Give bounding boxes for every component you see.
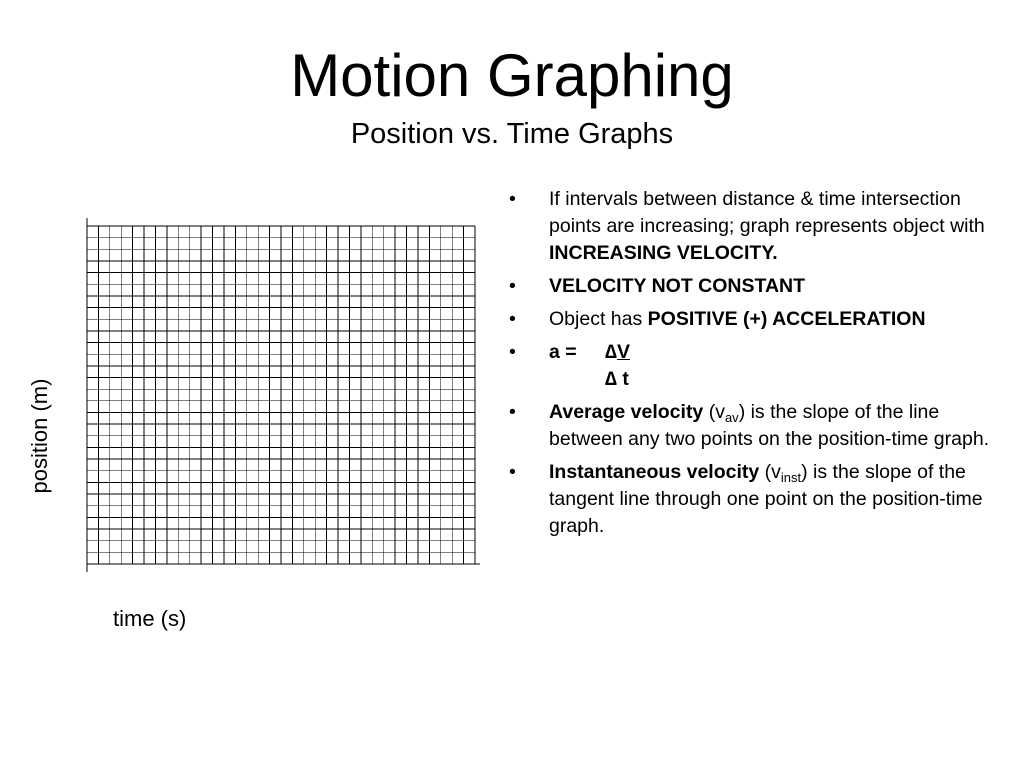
formula-lhs: a =: [549, 341, 577, 363]
bullet-text: (v: [703, 401, 725, 423]
bullet-text: ) is the slope of the tangent line through one point on the position-time graph.: [549, 461, 983, 537]
bullet-emphasis: INCREASING VELOCITY.: [549, 242, 778, 264]
grid-paper: [80, 218, 482, 574]
bullet-marker: •: [509, 275, 516, 297]
x-axis-label: time (s): [113, 606, 187, 631]
bullet-marker: •: [509, 308, 516, 330]
bullet-text: (v: [759, 461, 781, 483]
bullet-emphasis: Average velocity: [549, 401, 704, 423]
formula-denominator-line: [508, 366, 1014, 393]
bullet-marker: •: [509, 461, 516, 483]
graph-grid: [80, 218, 482, 574]
slide-subtitle: Position vs. Time Graphs: [350, 118, 674, 150]
bullet-emphasis: POSITIVE (+) ACCELERATION: [647, 308, 926, 330]
bullet-marker: •: [509, 341, 516, 363]
bullet-increasing-velocity: [508, 186, 1014, 267]
slide-title: Motion Graphing: [290, 42, 734, 109]
delta-symbol: ∆: [605, 341, 617, 363]
subscript: av: [724, 410, 739, 425]
subscript: inst: [780, 470, 802, 485]
bullet-text: If intervals between distance & time intersection points are increasing; graph represents object with: [549, 188, 985, 237]
bullet-emphasis: VELOCITY NOT CONSTANT: [549, 275, 806, 297]
formula-denominator: ∆ t: [605, 368, 629, 390]
bullet-marker: •: [509, 401, 516, 423]
bullet-text: ) is the slope of the line between any two points on the position-time graph.: [549, 401, 990, 450]
bullet-acceleration-formula: [508, 339, 1014, 366]
bullet-positive-acceleration: [508, 306, 1014, 333]
y-axis-label: position (m): [27, 378, 52, 494]
bullet-marker: •: [509, 188, 516, 210]
bullet-text: Object has: [549, 308, 648, 330]
bullet-instantaneous-velocity: [508, 459, 1014, 540]
bullet-average-velocity: [508, 399, 1014, 453]
formula-velocity: V: [616, 341, 630, 363]
formula-numerator: [605, 341, 630, 363]
bullet-emphasis: Instantaneous velocity: [549, 461, 760, 483]
bullet-velocity-not-constant: [508, 273, 1014, 300]
bullet-list: [508, 186, 1014, 546]
